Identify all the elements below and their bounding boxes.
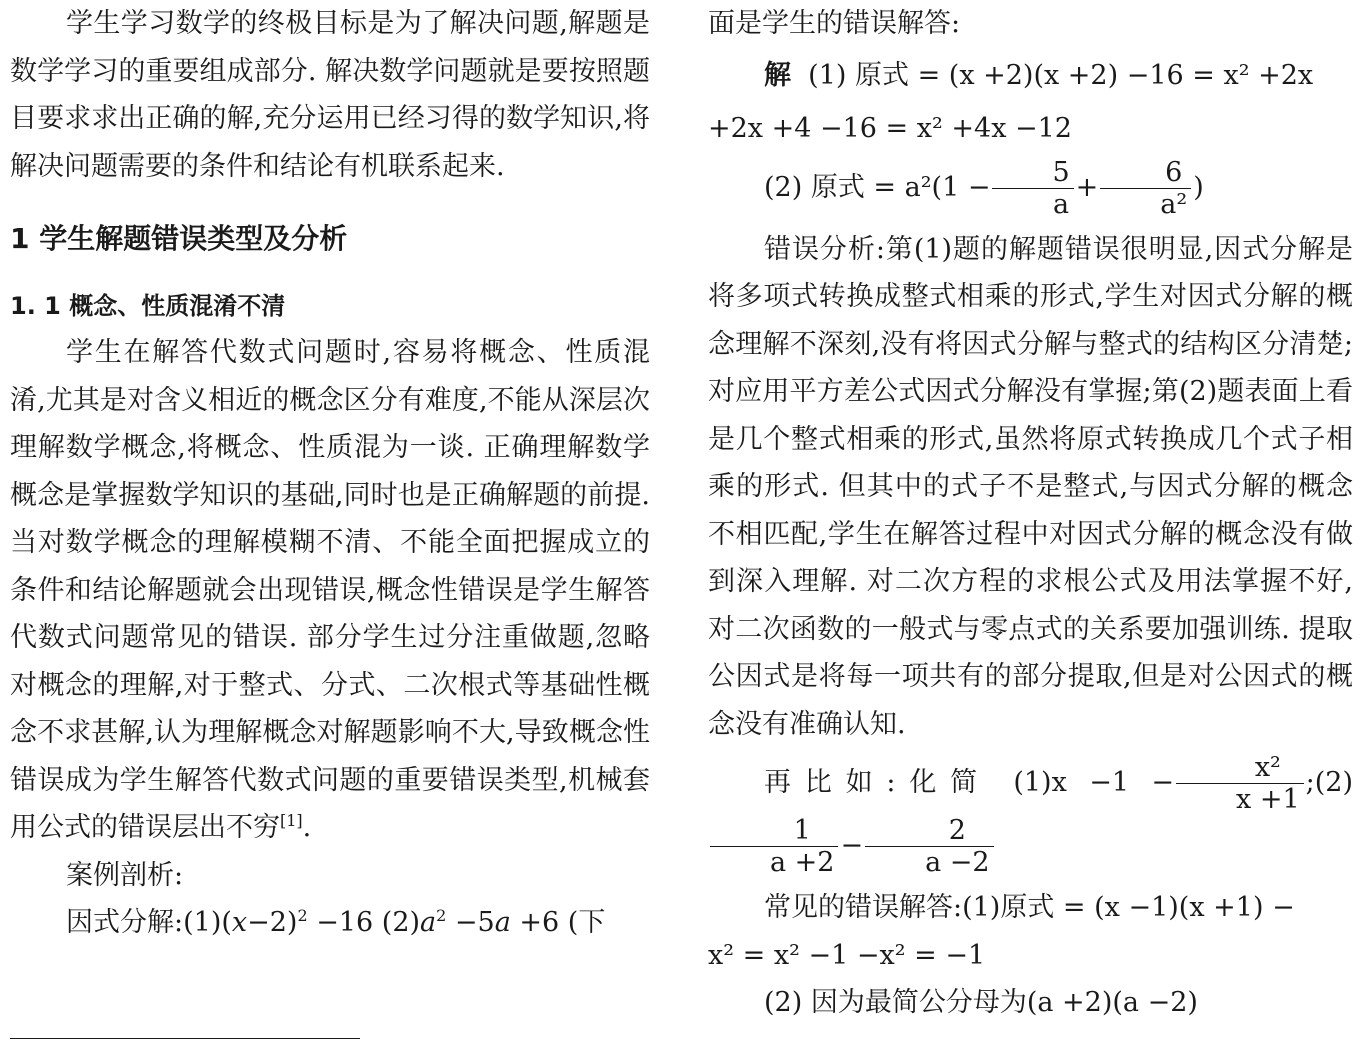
fraction-x2-over-x-plus-1	[1176, 752, 1304, 815]
fraction-5-over-a	[992, 157, 1073, 220]
concept-paragraph-end: .	[302, 812, 312, 843]
factor-part-2: −2)	[247, 907, 298, 938]
intro-paragraph: 学生学习数学的终极目标是为了解决问题,解题是数学学习的重要组成部分. 解决数学问题就是要按照题目要求求出正确的解,充分运用已经习得的数学知识,将解决问题需要的条件和结论有机联系起来.	[10, 8, 650, 182]
factor-part-3: −16 (2)	[307, 907, 421, 938]
solution-1-line-2: +2x +4 −16 = x² +4x −12	[708, 113, 1072, 144]
fraction-denominator: x +1	[1236, 784, 1300, 816]
fraction-2-over-a-minus-2	[865, 815, 993, 878]
solution-2-prefix: (2) 原式 = a²(1 −	[764, 171, 991, 203]
factor-part-1: (1)(	[183, 907, 232, 938]
citation-ref: [1]	[280, 811, 303, 830]
case-label: 案例剖析:	[66, 859, 184, 891]
fraction-numerator: 6	[1100, 157, 1191, 189]
lcd-line: (2) 因为最简公分母为(a +2)(a −2)	[764, 987, 1198, 1019]
fraction-6-over-a2	[1100, 157, 1191, 220]
footnote-rule	[10, 1038, 360, 1039]
fraction-1-over-a-plus-2	[710, 815, 838, 878]
factor-prefix: 因式分解:	[66, 907, 184, 938]
factor-part-5: +6 (下	[510, 907, 606, 938]
solution-label: 解	[764, 59, 791, 91]
concept-paragraph-text: 学生在解答代数式问题时,容易将概念、性质混淆,尤其是对含义相近的概念区分有难度,不能从深层次理解数学概念,将概念、性质混为一谈. 正确理解数学概念是掌握数学知识的基础,同时也是正确解题的前提. 当对数学概念的理解模糊不清、不能全面把握成立的条件和结论解题就会出现错误,概念性错误是学生解答代数式问题常见的错误. 部分学生过分注重做题,忽略对概念的理解,对于整式、分式、二次根式等基础性概念不求甚解,认为理解概念对解题影响不大,导致概念性错误成为学生解答代数式问题的重要错误类型,机械套用公式的错误层出不穷	[10, 337, 650, 843]
fraction-numerator: 1	[710, 815, 838, 847]
example-prefix: 再比如:化简 (1)x −1 −	[764, 767, 1175, 799]
plus-sign: +	[1075, 171, 1099, 203]
fraction-numerator: 5	[992, 157, 1073, 189]
factor-var-a: a	[420, 907, 437, 938]
factor-var-x: x	[231, 907, 248, 938]
common-error-line-2: x² = x² −1 −x² = −1	[708, 939, 986, 971]
right-column	[708, 0, 1353, 1027]
concept-paragraph	[10, 329, 650, 852]
example-problem	[708, 752, 1353, 878]
minus-sign: −	[840, 830, 864, 862]
factor-exponent-2: 2	[436, 906, 447, 925]
error-analysis-paragraph: 错误分析:第(1)题的解题错误很明显,因式分解是将多项式转换成整式相乘的形式,学生对因式分解的概念理解不深刻,没有将因式分解与整式的结构区分清楚;对应用平方差公式因式分解没有掌握;第(2)题表面上看是几个整式相乘的形式,虽然将原式转换成几个式子相乘的形式. 但其中的式子不是整式,与因式分解的概念不相匹配,学生在解答过程中对因式分解的概念没有做到深入理解. 对二次方程的求根公式及用法掌握不好,对二次函数的一般式与零点式的关系要加强训练. 提取公因式是将每一项共有的部分提取,但是对公因式的概念没有准确认知.	[708, 233, 1353, 740]
solution-2-suffix: )	[1193, 171, 1204, 203]
factor-var-a-2: a	[494, 907, 511, 938]
fraction-numerator: x²	[1176, 752, 1304, 784]
solution-1-line-1: (1) 原式 = (x +2)(x +2) −16 = x² +2x	[808, 59, 1314, 91]
solution-2	[708, 157, 1353, 220]
subsection-heading: 1. 1 概念、性质混淆不清	[10, 292, 286, 320]
example-mid: ;(2)	[1305, 767, 1353, 799]
continued-text: 面是学生的错误解答:	[708, 8, 961, 39]
factor-exponent: 2	[297, 906, 308, 925]
common-error-line-1: 常见的错误解答:(1)原式 = (x −1)(x +1) −	[764, 892, 1295, 924]
fraction-numerator: 2	[865, 815, 993, 847]
fraction-denominator: a −2	[925, 847, 990, 879]
left-column	[10, 0, 650, 947]
fraction-denominator: a	[1053, 188, 1070, 220]
factor-problem	[10, 899, 650, 947]
solution-1	[708, 52, 1353, 100]
factor-part-4: −5	[446, 907, 495, 938]
section-heading: 1 学生解题错误类型及分析	[10, 222, 348, 255]
fraction-denominator: a +2	[770, 847, 835, 879]
fraction-denominator: a²	[1160, 188, 1188, 220]
